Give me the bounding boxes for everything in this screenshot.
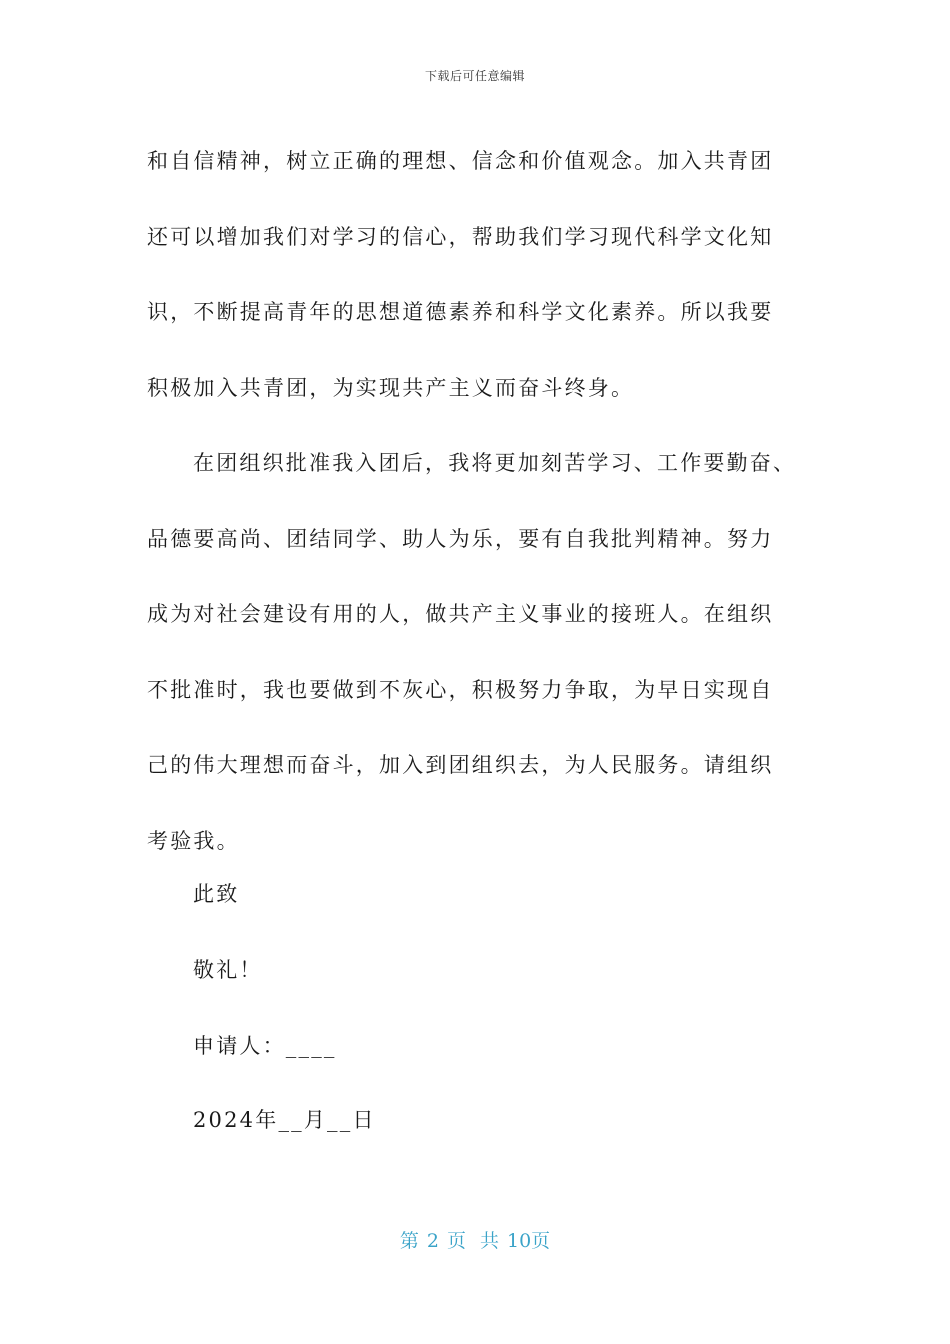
application-date: 2024年__月__日 [193, 1108, 376, 1132]
body-line: 积极加入共青团，为实现共产主义而奋斗终身。 [147, 375, 635, 400]
body-line: 识，不断提高青年的思想道德素养和科学文化素养。所以我要 [147, 300, 774, 324]
header-note: 下载后可任意编辑 [424, 69, 525, 83]
page-label-prefix: 第 [399, 1230, 419, 1252]
closing-salutation: 此致 [193, 882, 240, 906]
body-line: 考验我。 [147, 828, 240, 853]
page-label-mid: 页 共 [446, 1230, 499, 1252]
body-line: 成为对社会建设有用的人，做共产主义事业的接班人。在组织 [147, 602, 774, 626]
applicant-signature-line: 申请人：____ [193, 1034, 337, 1058]
body-line: 己的伟大理想而奋斗，加入到团组织去，为人民服务。请组织 [147, 753, 774, 777]
closing-regards: 敬礼！ [193, 958, 263, 982]
body-line: 还可以增加我们对学习的信心，帮助我们学习现代科学文化知 [147, 224, 774, 249]
body-line: 和自信精神，树立正确的理想、信念和价值观念。加入共青团 [147, 149, 774, 173]
body-line-paragraph-start: 在团组织批准我入团后，我将更加刻苦学习、工作要勤奋、 [193, 451, 797, 475]
body-line: 品德要高尚、团结同学、助人为乐，要有自我批判精神。努力 [147, 526, 774, 551]
current-page-number: 2 [426, 1230, 439, 1252]
page-number-footer [0, 1226, 950, 1253]
total-pages: 10页 [506, 1230, 551, 1252]
letter-body [147, 124, 817, 879]
body-line: 不批准时，我也要做到不灰心，积极努力争取，为早日实现自 [147, 677, 774, 702]
